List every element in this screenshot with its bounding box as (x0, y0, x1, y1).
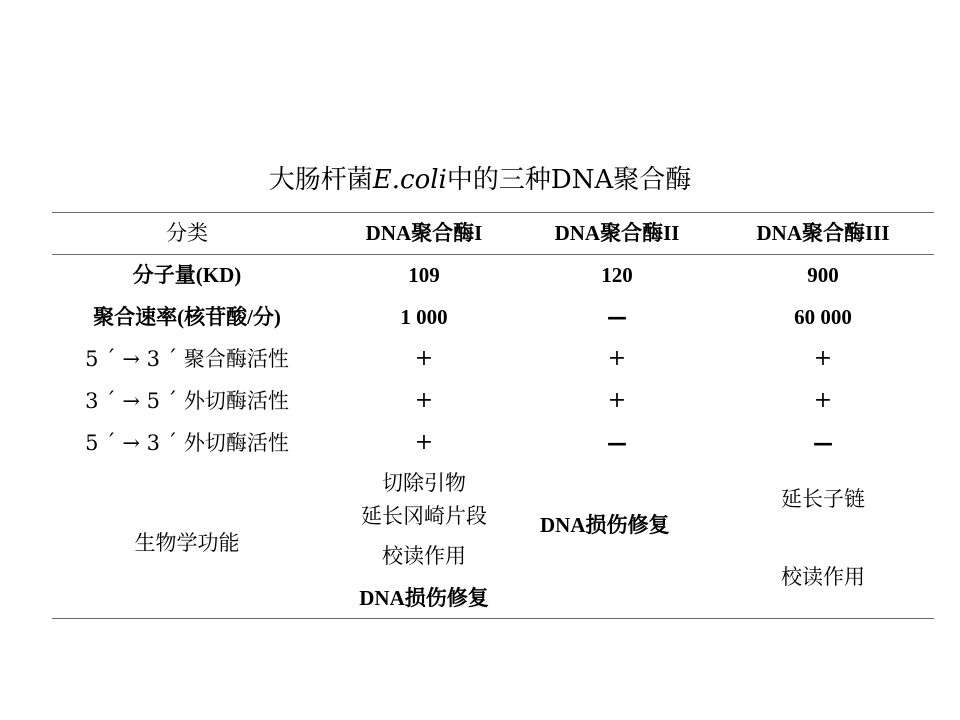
header-pol1: DNA聚合酶I (365, 221, 483, 245)
function-pol1-line1: 切除引物 (382, 471, 466, 495)
cell-53pol-pol3: + (813, 346, 833, 371)
function-pol1-line2: 延长冈崎片段 (361, 504, 487, 528)
page-title (0, 162, 960, 198)
header-category: 分类 (166, 221, 208, 245)
row-label-molecular-weight: 分子量(KD) (132, 263, 242, 287)
row-label-35-exonuclease: 3 ´ → 5 ´ 外切酶活性 (85, 389, 289, 413)
cell-53pol-pol2: + (607, 346, 627, 371)
cell-53exo-pol3: — (813, 431, 833, 455)
cell-mw-pol1: 109 (408, 263, 440, 287)
function-pol3-line1: 延长子链 (781, 487, 865, 511)
cell-mw-pol2: 120 (601, 263, 633, 287)
cell-53exo-pol1: + (414, 430, 434, 455)
table-bottom-rule (52, 618, 934, 619)
row-label-rate: 聚合速率(核苷酸/分) (93, 305, 281, 329)
row-label-53-exonuclease: 5 ´ → 3 ´ 外切酶活性 (85, 431, 289, 455)
cell-rate-pol1: 1 000 (400, 305, 448, 329)
header-pol3: DNA聚合酶III (756, 221, 890, 245)
title-prefix: 大肠杆菌 (268, 165, 373, 195)
table-top-rule (52, 212, 934, 213)
cell-35exo-pol3: + (813, 388, 833, 413)
cell-53exo-pol2: — (607, 431, 627, 455)
row-label-function: 生物学功能 (134, 531, 240, 555)
cell-mw-pol3: 900 (807, 263, 839, 287)
function-pol2 (540, 510, 690, 540)
function-pol1-line3: 校读作用 (382, 544, 466, 568)
cell-rate-pol3: 60 000 (794, 305, 852, 329)
function-pol3-line2: 校读作用 (781, 565, 865, 589)
header-pol2: DNA聚合酶II (554, 221, 680, 245)
cell-53pol-pol1: + (414, 346, 434, 371)
title-italic: E.coli (372, 165, 447, 195)
title-suffix: 中的三种DNA聚合酶 (446, 165, 692, 195)
table-header-rule (52, 254, 934, 255)
cell-35exo-pol2: + (607, 388, 627, 413)
row-label-53-polymerase: 5 ´ → 3 ´ 聚合酶活性 (85, 347, 289, 371)
cell-rate-pol2: — (607, 305, 627, 329)
function-pol2-text: DNA损伤修复 (540, 513, 670, 537)
cell-35exo-pol1: + (414, 388, 434, 413)
function-pol1-line4: DNA损伤修复 (359, 586, 489, 610)
